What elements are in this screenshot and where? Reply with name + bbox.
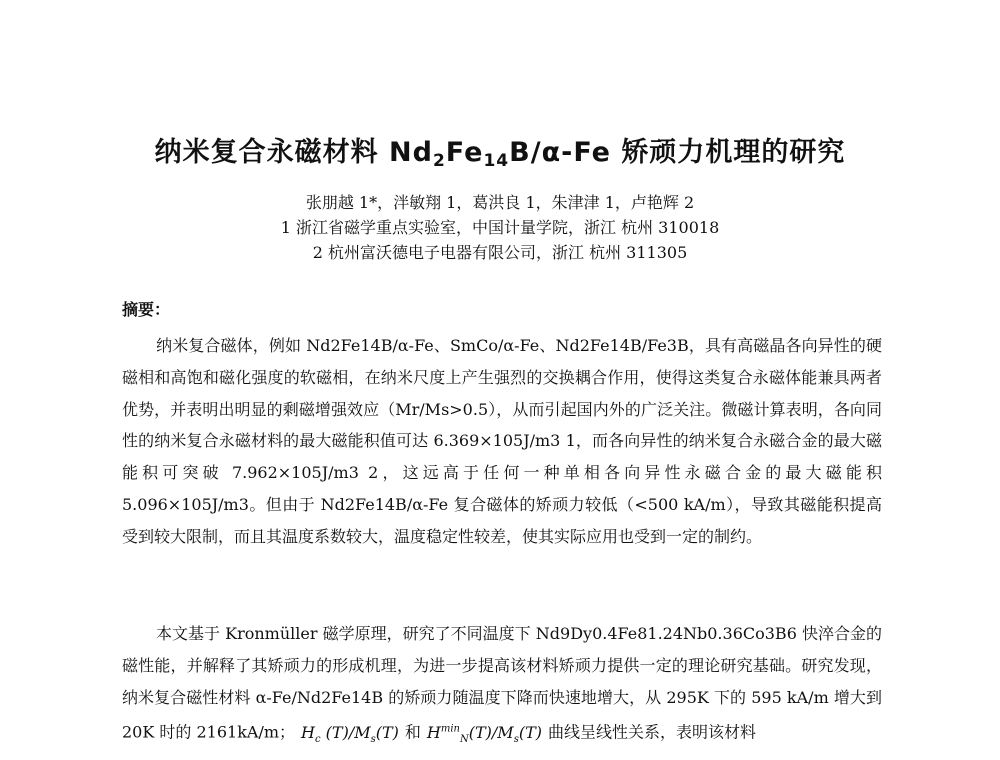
equation-hn-min-over-ms: $H^{min}_N(T)/M_s(T)$ [426,722,542,745]
author-list: 张朋越 1*，泮敏翔 1，葛洪良 1，朱津津 1，卢艳辉 2 [305,193,695,212]
affiliation-2: 2 杭州富沃德电子电器有限公司，浙江 杭州 311305 [312,243,688,262]
paper-title: 纳米复合永磁材料 $Nd_2Fe_{14}B/\alpha-Fe$ 矫顽力机理的研究 [154,137,846,171]
abstract-heading: 摘要： [122,300,171,319]
affiliation-1: 1 浙江省磁学重点实验室，中国计量学院，浙江 杭州 310018 [280,218,720,237]
abstract-paragraph-1: 纳米复合磁体，例如 Nd2Fe14B/α-Fe、SmCo/α-Fe、Nd2Fe14B/Fe3B，具有高磁晶各向异性的硬磁相和高饱和磁化强度的软磁相，在纳米尺度上产生强烈的交换耦合作用，使得这类复合永磁体能兼具两者优势，并表明出明显的剩磁增强效应（Mr/Ms>0.5），从而引起国内外的广泛关注。微磁计算表明，各向同性的纳米复合永磁材料的最大磁能积值可达 6.369×105J/m3 1，而各向异性的纳米复合永磁合金的最大磁能积可突破 7.962×105J/m3 2，这远高于任何一种单相各向异性永磁合金的最大磁能积 5.096×105J/m3。但由于 Nd2Fe14B/α-Fe 复合磁体的矫顽力较低（<500 kA/m），导致其磁能积提高受到较大限制，而且其温度系数较大，温度稳定性较差，使其实际应用也受到一定的制约。 [122,336,882,546]
equation-hc-over-ms: $H_c$ $(T)/M_s(T)$ [301,722,399,745]
abstract-paragraph-2: 本文基于 Kronmüller 磁学原理，研究了不同温度下 Nd9Dy0.4Fe81.24Nb0.36Co3B6 快淬合金的磁性能，并解释了其矫顽力的形成机理，为进一步提高该材料矫顽力提供一定的理论研究基础。研究发现，纳米复合磁性材料 α-Fe/Nd2Fe14B 的矫顽力随温度下降而快速地增大，从 295K 下的 595 kA/m 增大到 20K 时的 2161kA/m； $H_c$ $(T)/M_s(T)$ 和 $H^{min}_N(T)/M_s(T)$ 曲线呈线性关系，表明该材料 [122,624,882,745]
